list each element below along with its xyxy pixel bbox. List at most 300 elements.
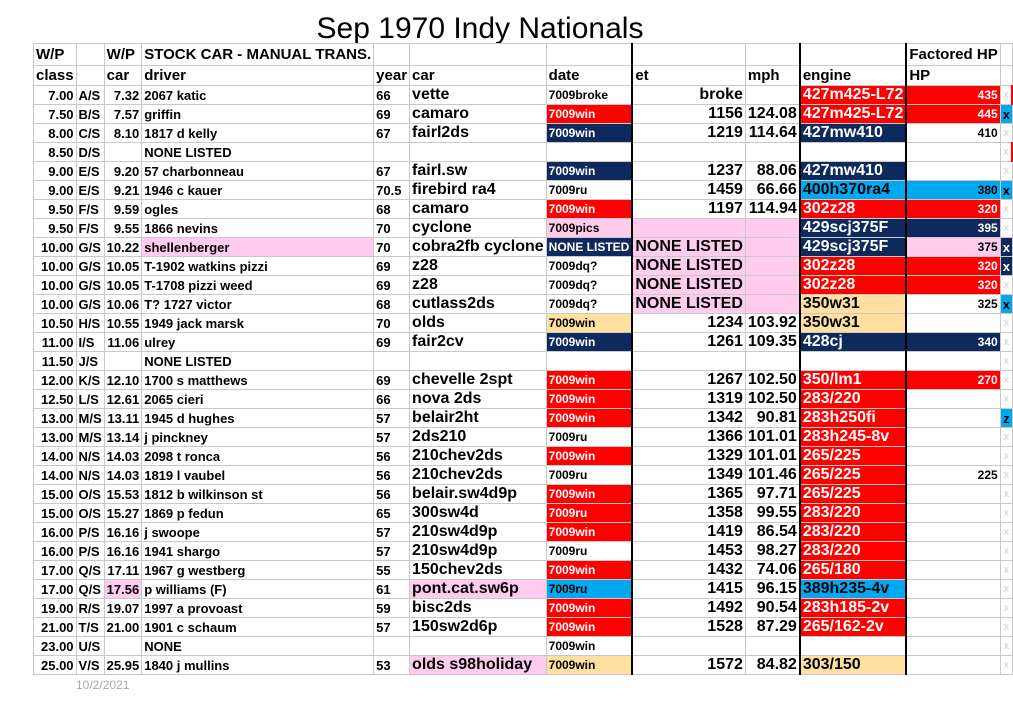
wp-car-cell: 19.07 (104, 599, 142, 618)
class-code-cell: I/S (76, 333, 104, 352)
engine-cell: 265/225 (800, 485, 907, 504)
date-cell: 7009ru (546, 428, 632, 447)
year-cell: 69 (374, 257, 410, 276)
class-code-cell: D/S (76, 143, 104, 162)
class-code-cell: O/S (76, 504, 104, 523)
class-code-cell: P/S (76, 523, 104, 542)
car-model-cell: 150chev2ds (410, 561, 547, 580)
flag-cell: x (1000, 333, 1012, 352)
factored-hp-cell (906, 542, 1000, 561)
et-cell: NONE LISTED (632, 238, 745, 257)
year-cell: 61 (374, 580, 410, 599)
driver-cell: 57 charbonneau (142, 162, 374, 181)
factored-hp-cell (906, 428, 1000, 447)
wp-class-cell: 7.50 (34, 105, 77, 124)
factored-hp-cell (906, 523, 1000, 542)
date-cell: 7009dq? (546, 276, 632, 295)
car-model-cell: olds (410, 314, 547, 333)
engine-cell: engine (800, 66, 907, 86)
flag-cell: x (1000, 390, 1012, 409)
date-cell: 7009win (546, 333, 632, 352)
wp-class-cell: 16.00 (34, 523, 77, 542)
page-title: Sep 1970 Indy Nationals (316, 12, 644, 45)
engine-cell: 265/180 (800, 561, 907, 580)
wp-class-cell: 7.00 (34, 86, 77, 105)
date-cell: 7009win (546, 485, 632, 504)
wp-car-cell: 9.55 (104, 219, 142, 238)
year-cell: 66 (374, 390, 410, 409)
table-row (34, 637, 1013, 656)
engine-cell (800, 637, 907, 656)
wp-car-cell: 15.27 (104, 504, 142, 523)
class-code-cell: H/S (76, 314, 104, 333)
date-cell: 7009win (546, 124, 632, 143)
engine-cell: 400h370ra4 (800, 181, 907, 200)
driver-cell: 2065 cieri (142, 390, 374, 409)
wp-class-cell: class (34, 66, 77, 86)
factored-hp-cell (906, 580, 1000, 599)
factored-hp-cell (906, 485, 1000, 504)
wp-class-cell: 23.00 (34, 637, 77, 656)
flag-cell: x (1000, 181, 1012, 200)
flag-cell: x (1000, 580, 1012, 599)
mph-cell: 101.01 (745, 447, 799, 466)
car-model-cell: car (410, 66, 547, 86)
class-code-cell: Q/S (76, 580, 104, 599)
et-cell: 1237 (632, 162, 745, 181)
mph-cell: 86.54 (745, 523, 799, 542)
car-model-cell: firebird ra4 (410, 181, 547, 200)
factored-hp-cell: Factored HP (906, 44, 1000, 66)
flag-cell: x (1000, 561, 1012, 580)
factored-hp-cell (906, 162, 1000, 181)
car-model-cell: cobra2fb cyclone (410, 238, 547, 257)
engine-cell: 389h235-4v (800, 580, 907, 599)
mph-cell: 101.01 (745, 428, 799, 447)
table-row (34, 485, 1013, 504)
engine-cell: 303/150 (800, 656, 907, 675)
et-cell: 1528 (632, 618, 745, 637)
class-code-cell: U/S (76, 637, 104, 656)
wp-car-cell: car (104, 66, 142, 86)
mph-cell: 102.50 (745, 371, 799, 390)
engine-cell (800, 44, 907, 66)
et-cell: 1342 (632, 409, 745, 428)
factored-hp-cell (906, 352, 1000, 371)
engine-cell: 283h245-8v (800, 428, 907, 447)
table-row (34, 105, 1013, 124)
table-row (34, 428, 1013, 447)
mph-cell: 124.08 (745, 105, 799, 124)
car-model-cell: 210sw4d9p (410, 542, 547, 561)
wp-car-cell: 8.10 (104, 124, 142, 143)
et-cell: 1197 (632, 200, 745, 219)
mph-cell: mph (745, 66, 799, 86)
et-cell: 1492 (632, 599, 745, 618)
factored-hp-cell: 410 (906, 124, 1000, 143)
driver-cell: 1997 a provoast (142, 599, 374, 618)
wp-class-cell: 12.00 (34, 371, 77, 390)
et-cell: NONE LISTED (632, 295, 745, 314)
flag-cell: x (1000, 86, 1012, 105)
engine-cell: 429scj375F (800, 238, 907, 257)
wp-class-cell: 16.00 (34, 542, 77, 561)
flag-cell: x (1000, 276, 1012, 295)
table-row (34, 143, 1013, 162)
wp-car-cell: 21.00 (104, 618, 142, 637)
date-cell: 7009win (546, 200, 632, 219)
et-cell: et (632, 66, 745, 86)
engine-cell: 283/220 (800, 390, 907, 409)
class-code-cell: N/S (76, 466, 104, 485)
engine-cell: 302z28 (800, 257, 907, 276)
factored-hp-cell: 320 (906, 257, 1000, 276)
header-row (34, 66, 1013, 86)
table-row (34, 238, 1013, 257)
wp-car-cell: 17.11 (104, 561, 142, 580)
et-cell: 1329 (632, 447, 745, 466)
table-row (34, 219, 1013, 238)
driver-cell: 1967 g westberg (142, 561, 374, 580)
driver-cell: 1700 s matthews (142, 371, 374, 390)
flag-cell: x (1000, 618, 1012, 637)
wp-car-cell: 7.32 (104, 86, 142, 105)
engine-cell: 429scj375F (800, 219, 907, 238)
wp-car-cell: 12.10 (104, 371, 142, 390)
table-row (34, 390, 1013, 409)
driver-cell: 1812 b wilkinson st (142, 485, 374, 504)
table-row (34, 542, 1013, 561)
driver-cell: 1901 c schaum (142, 618, 374, 637)
factored-hp-cell: 320 (906, 276, 1000, 295)
factored-hp-cell: 225 (906, 466, 1000, 485)
flag-cell: x (1000, 371, 1012, 390)
et-cell: 1415 (632, 580, 745, 599)
wp-class-cell: 10.00 (34, 295, 77, 314)
car-model-cell: chevelle 2spt (410, 371, 547, 390)
wp-car-cell (104, 637, 142, 656)
car-model-cell: z28 (410, 276, 547, 295)
wp-car-cell: 14.03 (104, 466, 142, 485)
engine-cell: 428cj (800, 333, 907, 352)
car-model-cell (410, 143, 547, 162)
engine-cell (800, 352, 907, 371)
date-cell: 7009ru (546, 181, 632, 200)
engine-cell: 283/220 (800, 504, 907, 523)
class-code-cell: R/S (76, 599, 104, 618)
flag-cell: x (1000, 428, 1012, 447)
wp-car-cell: 9.21 (104, 181, 142, 200)
wp-car-cell (104, 143, 142, 162)
factored-hp-cell: 325 (906, 295, 1000, 314)
wp-class-cell: 17.00 (34, 561, 77, 580)
date-cell: 7009win (546, 447, 632, 466)
wp-class-cell: 21.00 (34, 618, 77, 637)
mph-cell: 114.64 (745, 124, 799, 143)
class-code-cell: F/S (76, 200, 104, 219)
car-model-cell (410, 352, 547, 371)
wp-class-cell: 10.00 (34, 257, 77, 276)
et-cell (632, 44, 745, 66)
car-model-cell: cutlass2ds (410, 295, 547, 314)
flag-cell: x (1000, 599, 1012, 618)
wp-class-cell: 14.00 (34, 466, 77, 485)
driver-cell: 1945 d hughes (142, 409, 374, 428)
driver-cell: 1869 p fedun (142, 504, 374, 523)
mph-cell: 109.35 (745, 333, 799, 352)
year-cell: 70 (374, 238, 410, 257)
driver-cell: ogles (142, 200, 374, 219)
date-cell: 7009win (546, 162, 632, 181)
table-row (34, 447, 1013, 466)
flag-cell: x (1000, 447, 1012, 466)
engine-cell: 283h185-2v (800, 599, 907, 618)
driver-cell: p williams (F) (142, 580, 374, 599)
factored-hp-cell: 375 (906, 238, 1000, 257)
driver-cell: ulrey (142, 333, 374, 352)
et-cell: 1453 (632, 542, 745, 561)
flag-cell: x (1000, 352, 1012, 371)
et-cell: 1365 (632, 485, 745, 504)
year-cell: 68 (374, 200, 410, 219)
table-row (34, 124, 1013, 143)
table-row (34, 314, 1013, 333)
date-cell: 7009ru (546, 466, 632, 485)
date-cell: 7009win (546, 314, 632, 333)
wp-class-cell: 10.00 (34, 238, 77, 257)
year-cell: 57 (374, 428, 410, 447)
wp-class-cell: 12.50 (34, 390, 77, 409)
factored-hp-cell: 395 (906, 219, 1000, 238)
driver-cell: j pinckney (142, 428, 374, 447)
mph-cell: 97.71 (745, 485, 799, 504)
factored-hp-cell (906, 447, 1000, 466)
factored-hp-cell: 320 (906, 200, 1000, 219)
class-code-cell: J/S (76, 352, 104, 371)
mph-cell: 103.92 (745, 314, 799, 333)
et-cell: NONE LISTED (632, 276, 745, 295)
year-cell: 66 (374, 86, 410, 105)
year-cell: 57 (374, 523, 410, 542)
et-cell: 1156 (632, 105, 745, 124)
table-row (34, 352, 1013, 371)
engine-cell: 350/lm1 (800, 371, 907, 390)
driver-cell: T-1708 pizzi weed (142, 276, 374, 295)
year-cell (374, 44, 410, 66)
car-model-cell: fair2cv (410, 333, 547, 352)
factored-hp-cell (906, 618, 1000, 637)
driver-cell: 1840 j mullins (142, 656, 374, 675)
class-code-cell: P/S (76, 542, 104, 561)
flag-cell: x (1000, 219, 1012, 238)
year-cell: 56 (374, 466, 410, 485)
wp-car-cell: 9.59 (104, 200, 142, 219)
class-code-cell: B/S (76, 105, 104, 124)
wp-car-cell: 25.95 (104, 656, 142, 675)
year-cell: 69 (374, 333, 410, 352)
et-cell: 1349 (632, 466, 745, 485)
factored-hp-cell (906, 314, 1000, 333)
et-cell: 1366 (632, 428, 745, 447)
et-cell: 1234 (632, 314, 745, 333)
table-row (34, 295, 1013, 314)
et-cell (632, 637, 745, 656)
factored-hp-cell: 435 (906, 86, 1000, 105)
engine-cell: 427mw410 (800, 162, 907, 181)
et-cell: 1358 (632, 504, 745, 523)
wp-car-cell: 13.14 (104, 428, 142, 447)
engine-cell: 350w31 (800, 295, 907, 314)
engine-cell: 283/220 (800, 523, 907, 542)
mph-cell: 96.15 (745, 580, 799, 599)
driver-cell: 1949 jack marsk (142, 314, 374, 333)
wp-car-cell: 11.06 (104, 333, 142, 352)
car-model-cell: pont.cat.sw6p (410, 580, 547, 599)
flag-cell: x (1000, 466, 1012, 485)
flag-cell: x (1000, 314, 1012, 333)
wp-class-cell: 9.50 (34, 200, 77, 219)
table-row (34, 162, 1013, 181)
date-cell (546, 352, 632, 371)
wp-car-cell: 10.06 (104, 295, 142, 314)
flag-cell: x (1000, 523, 1012, 542)
class-code-cell: N/S (76, 447, 104, 466)
wp-class-cell: 10.00 (34, 276, 77, 295)
driver-cell: NONE (142, 637, 374, 656)
table-row (34, 561, 1013, 580)
mph-cell: 87.29 (745, 618, 799, 637)
driver-cell: driver (142, 66, 374, 86)
table-row (34, 523, 1013, 542)
date-cell: date (546, 66, 632, 86)
class-code-cell (76, 66, 104, 86)
car-model-cell: fairl2ds (410, 124, 547, 143)
factored-hp-cell: 380 (906, 181, 1000, 200)
year-cell: 67 (374, 124, 410, 143)
factored-hp-cell: 445 (906, 105, 1000, 124)
mph-cell: 90.81 (745, 409, 799, 428)
et-cell: 1319 (632, 390, 745, 409)
date-cell: 7009dq? (546, 295, 632, 314)
class-code-cell: A/S (76, 86, 104, 105)
class-code-cell: G/S (76, 295, 104, 314)
driver-cell: j swoope (142, 523, 374, 542)
table-row (34, 86, 1013, 105)
year-cell: 57 (374, 618, 410, 637)
wp-car-cell: 14.03 (104, 447, 142, 466)
wp-class-cell: 25.00 (34, 656, 77, 675)
flag-cell: x (1000, 656, 1012, 675)
wp-class-cell: 9.50 (34, 219, 77, 238)
footer-date: 10/2/2021 (76, 678, 130, 692)
table-row (34, 409, 1013, 428)
mph-cell: 74.06 (745, 561, 799, 580)
flag-cell: x (1000, 257, 1012, 276)
mph-cell (745, 143, 799, 162)
date-cell: 7009ru (546, 542, 632, 561)
header-row (34, 44, 1013, 66)
wp-car-cell: 9.20 (104, 162, 142, 181)
car-model-cell: 210chev2ds (410, 466, 547, 485)
year-cell: 69 (374, 276, 410, 295)
driver-cell: 2098 t ronca (142, 447, 374, 466)
mph-cell (745, 238, 799, 257)
wp-car-cell: 10.55 (104, 314, 142, 333)
flag-cell (1000, 66, 1012, 86)
year-cell: 55 (374, 561, 410, 580)
class-code-cell: C/S (76, 124, 104, 143)
et-cell: broke (632, 86, 745, 105)
wp-car-cell: 7.57 (104, 105, 142, 124)
factored-hp-cell (906, 390, 1000, 409)
table-row (34, 580, 1013, 599)
wp-class-cell: 17.00 (34, 580, 77, 599)
year-cell: 53 (374, 656, 410, 675)
year-cell (374, 143, 410, 162)
date-cell (546, 44, 632, 66)
table-row (34, 371, 1013, 390)
wp-class-cell: 15.00 (34, 485, 77, 504)
engine-cell: 265/225 (800, 466, 907, 485)
date-cell: 7009win (546, 656, 632, 675)
mph-cell: 84.82 (745, 656, 799, 675)
car-model-cell: belair.sw4d9p (410, 485, 547, 504)
mph-cell: 99.55 (745, 504, 799, 523)
flag-cell: x (1000, 542, 1012, 561)
car-model-cell (410, 44, 547, 66)
table-row (34, 257, 1013, 276)
engine-cell: 427m425-L72 (800, 86, 907, 105)
wp-car-cell: 12.61 (104, 390, 142, 409)
mph-cell (745, 295, 799, 314)
date-cell: 7009broke (546, 86, 632, 105)
car-model-cell: vette (410, 86, 547, 105)
flag-cell: z (1000, 409, 1012, 428)
mph-cell (745, 86, 799, 105)
date-cell: 7009pics (546, 219, 632, 238)
table-row (34, 333, 1013, 352)
wp-class-cell: 14.00 (34, 447, 77, 466)
mph-cell (745, 44, 799, 66)
year-cell: 65 (374, 504, 410, 523)
year-cell: 70 (374, 314, 410, 333)
wp-car-cell: 15.53 (104, 485, 142, 504)
wp-class-cell: 8.50 (34, 143, 77, 162)
flag-cell: x (1000, 295, 1012, 314)
table-row (34, 181, 1013, 200)
flag-cell: x (1000, 200, 1012, 219)
class-code-cell: K/S (76, 371, 104, 390)
car-model-cell: camaro (410, 200, 547, 219)
date-cell (546, 143, 632, 162)
engine-cell: 427m425-L72 (800, 105, 907, 124)
wp-class-cell: 9.00 (34, 162, 77, 181)
car-model-cell: cyclone (410, 219, 547, 238)
flag-cell: x (1000, 162, 1012, 181)
driver-cell: 2067 katic (142, 86, 374, 105)
engine-cell: 350w31 (800, 314, 907, 333)
et-cell: 1459 (632, 181, 745, 200)
date-cell: 7009ru (546, 580, 632, 599)
year-cell: 70.5 (374, 181, 410, 200)
wp-class-cell: 9.00 (34, 181, 77, 200)
et-cell (632, 143, 745, 162)
car-model-cell: z28 (410, 257, 547, 276)
table-row (34, 504, 1013, 523)
flag-cell: x (1000, 238, 1012, 257)
class-code-cell: E/S (76, 181, 104, 200)
class-code-cell: T/S (76, 618, 104, 637)
